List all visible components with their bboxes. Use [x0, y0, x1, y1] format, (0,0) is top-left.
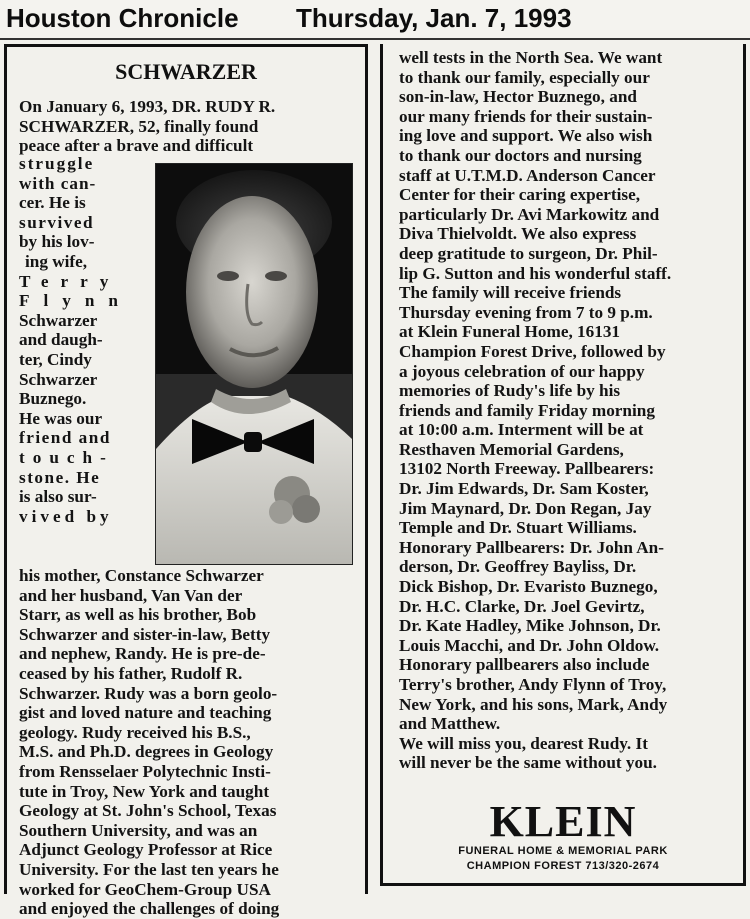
text-line: from Rensselaer Polytechnic Insti-	[19, 761, 271, 781]
text-line: Diva Thielvoldt. We also express	[399, 224, 637, 244]
text-line: Flynn	[19, 291, 132, 311]
text-line: survived	[19, 212, 95, 232]
text-line: memories of Rudy's life by his	[399, 381, 621, 401]
issue-date: Thursday, Jan. 7, 1993	[296, 3, 572, 33]
text-line: Dr. Kate Hadley, Mike Johnson, Dr.	[399, 616, 661, 636]
text-line: On January 6, 1993, DR. RUDY R.	[19, 97, 276, 116]
text-line: Dick Bishop, Dr. Evaristo Buznego,	[399, 577, 658, 597]
text-line: gist and loved nature and teaching	[19, 703, 272, 723]
obituary-right-column	[380, 44, 746, 886]
obituary-continued	[399, 48, 729, 773]
funeral-home-name: KLEIN	[489, 797, 637, 846]
text-line: his mother, Constance Schwarzer	[19, 566, 264, 585]
text-line: stone. He	[19, 467, 101, 487]
text-line: particularly Dr. Avi Markowitz and	[399, 204, 660, 224]
obituary-headline: SCHWARZER	[115, 59, 257, 84]
text-line: Thursday evening from 7 to 9 p.m.	[399, 302, 653, 322]
text-line: Louis Macchi, and Dr. John Oldow.	[399, 635, 660, 655]
text-line: with can-	[19, 173, 97, 193]
text-line: Schwarzer. Rudy was a born geolo-	[19, 683, 278, 703]
text-line: Schwarzer and sister-in-law, Betty	[19, 624, 271, 644]
masthead-rule	[0, 38, 750, 40]
text-line: Dr. H.C. Clarke, Dr. Joel Gevirtz,	[399, 596, 645, 616]
text-line: Southern University, and was an	[19, 820, 258, 840]
text-line: and nephew, Randy. He is pre-de-	[19, 644, 266, 664]
text-line: ing love and support. We also wish	[399, 126, 653, 146]
text-line: ing wife,	[25, 251, 88, 271]
text-line: struggle	[19, 154, 95, 173]
funeral-home-tagline: FUNERAL HOME & MEMORIAL PARK	[458, 845, 668, 857]
text-line: well tests in the North Sea. We want	[399, 48, 663, 67]
text-line: Terry	[19, 271, 121, 291]
masthead	[0, 0, 750, 38]
text-line: geology. Rudy received his B.S.,	[19, 722, 251, 742]
text-line: Terry's brother, Andy Flynn of Troy,	[399, 675, 667, 694]
text-line: will never be the same without you.	[399, 753, 657, 773]
text-line: Schwarzer	[19, 369, 98, 389]
text-line: Geology at St. John's School, Texas	[19, 801, 277, 821]
text-line: Jim Maynard, Dr. Don Regan, Jay	[399, 498, 652, 518]
text-line: derson, Dr. Geoffrey Bayliss, Dr.	[399, 557, 637, 577]
text-line: ter, Cindy	[19, 349, 92, 369]
portrait-photo	[155, 163, 353, 565]
text-line: by his lov-	[19, 232, 95, 252]
text-line: our many friends for their sustain-	[399, 106, 653, 126]
text-line: M.S. and Ph.D. degrees in Geology	[19, 742, 274, 762]
text-line: Schwarzer	[19, 310, 98, 330]
text-line: vived by	[19, 506, 113, 526]
text-line: worked for GeoChem-Group USA	[19, 879, 271, 899]
text-line: to thank our family, especially our	[399, 67, 650, 87]
text-line: a joyous celebration of our happy	[399, 361, 645, 381]
text-line: The family will receive friends	[399, 283, 622, 303]
text-line: friend and	[19, 428, 111, 448]
text-line: Temple and Dr. Stuart Williams.	[399, 518, 637, 538]
text-line: We will miss you, dearest Rudy. It	[399, 733, 648, 753]
obituary-lead	[19, 97, 355, 156]
text-line: ceased by his father, Rudolf R.	[19, 663, 243, 683]
text-line: and daugh-	[19, 330, 103, 350]
obituary-left-column	[4, 44, 368, 919]
text-line: Starr, as well as his brother, Bob	[19, 605, 257, 625]
newspaper-name: Houston Chronicle	[6, 3, 239, 33]
text-line: peace after a brave and difficult	[19, 136, 254, 156]
obituary-body	[19, 566, 355, 919]
text-line: cer. He is	[19, 193, 86, 213]
text-line: lip G. Sutton and his wonderful staff.	[399, 263, 672, 283]
text-line: is also sur-	[19, 487, 97, 507]
funeral-home-logo	[383, 797, 743, 874]
text-line: Honorary Pallbearers: Dr. John An-	[399, 537, 664, 557]
text-line: New York, and his sons, Mark, Andy	[399, 694, 668, 714]
text-line: friends and family Friday morning	[399, 400, 655, 420]
text-line: Center for their caring expertise,	[399, 185, 641, 205]
text-line: and enjoyed the challenges of doing	[19, 899, 280, 919]
portrait-illustration	[156, 164, 352, 564]
text-line: at Klein Funeral Home, 16131	[399, 322, 621, 342]
text-line: Adjunct Geology Professor at Rice	[19, 840, 273, 860]
text-line: Resthaven Memorial Gardens,	[399, 439, 624, 459]
text-line: and her husband, Van Van der	[19, 585, 243, 605]
text-line: staff at U.T.M.D. Anderson Cancer	[399, 165, 656, 185]
text-line: 13102 North Freeway. Pallbearers:	[399, 459, 655, 479]
text-line: Buznego.	[19, 389, 87, 409]
text-line: and Matthew.	[399, 714, 501, 734]
text-line: to thank our doctors and nursing	[399, 145, 642, 165]
funeral-home-contact: CHAMPION FOREST 713/320-2674	[466, 860, 660, 872]
text-line: Champion Forest Drive, followed by	[399, 341, 666, 361]
text-line: deep gratitude to surgeon, Dr. Phil-	[399, 243, 658, 263]
text-line: son-in-law, Hector Buznego, and	[399, 87, 637, 107]
text-line: at 10:00 a.m. Interment will be at	[399, 420, 644, 440]
text-line: Honorary pallbearers also include	[399, 655, 650, 675]
text-line: Dr. Jim Edwards, Dr. Sam Koster,	[399, 479, 649, 499]
text-line: SCHWARZER, 52, finally found	[19, 116, 259, 136]
text-line: touch-	[19, 447, 114, 467]
text-line: tute in Troy, New York and taught	[19, 781, 270, 801]
text-line: He was our	[19, 408, 103, 428]
obituary-wrapped-text	[19, 154, 139, 526]
text-line: University. For the last ten years he	[19, 859, 279, 879]
